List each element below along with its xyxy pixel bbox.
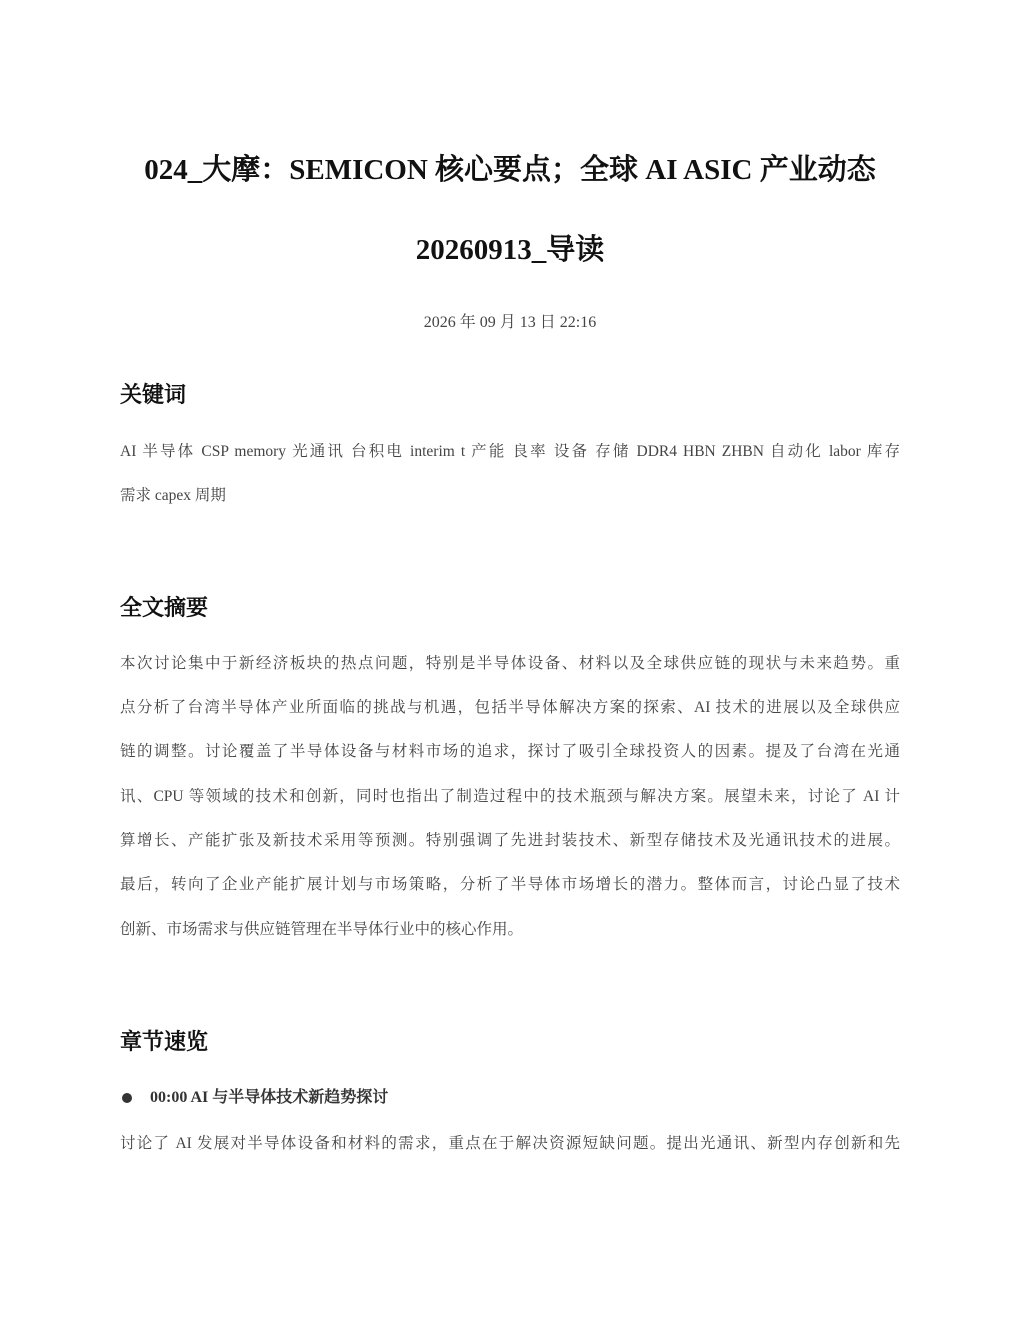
chapter-item-line: 讨论了 AI 发展对半导体设备和材料的需求，重点在于解决资源短缺问题。提出光通讯、新型内存创新和先 — [120, 1135, 900, 1152]
document-datetime: 2026 年 09 月 13 日 22:16 — [423, 314, 597, 331]
document-title-line-2: 20260913_导读 — [415, 234, 605, 266]
keywords-heading: 关键词 — [120, 383, 187, 408]
summary-line: 最后，转向了企业产能扩展计划与市场策略，分析了半导体市场增长的潜力。整体而言，讨论凸显了技术 — [120, 876, 900, 893]
summary-line: 算增长、产能扩张及新技术采用等预测。特别强调了先进封装技术、新型存储技术及光通讯技术的进展。 — [120, 832, 900, 849]
document-title-line-1: 024_大摩：SEMICON 核心要点；全球 AI ASIC 产业动态 — [144, 154, 876, 186]
chapters-heading: 章节速览 — [120, 1030, 209, 1055]
keywords-line: 需求 capex 周期 — [120, 487, 226, 504]
summary-line: 创新、市场需求与供应链管理在半导体行业中的核心作用。 — [120, 921, 524, 938]
summary-heading: 全文摘要 — [120, 596, 209, 621]
summary-line: 链的调整。讨论覆盖了半导体设备与材料市场的追求，探讨了吸引全球投资人的因素。提及了台湾在光通 — [120, 743, 900, 760]
summary-line: 讯、CPU 等领域的技术和创新，同时也指出了制造过程中的技术瓶颈与解决方案。展望未来，讨论了 AI 计 — [120, 788, 900, 805]
chapter-item-title: 00:00 AI 与半导体技术新趋势探讨 — [150, 1089, 389, 1106]
bullet-icon — [122, 1093, 132, 1103]
summary-line: 点分析了台湾半导体产业所面临的挑战与机遇，包括半导体解决方案的探索、AI 技术的进展以及全球供应 — [120, 699, 900, 716]
keywords-line: AI 半导体 CSP memory 光通讯 台积电 interim t 产能 良率 设备 存储 DDR4 HBN ZHBN 自动化 labor 库存 — [120, 443, 900, 460]
summary-line: 本次讨论集中于新经济板块的热点问题，特别是半导体设备、材料以及全球供应链的现状与未来趋势。重 — [120, 655, 900, 672]
